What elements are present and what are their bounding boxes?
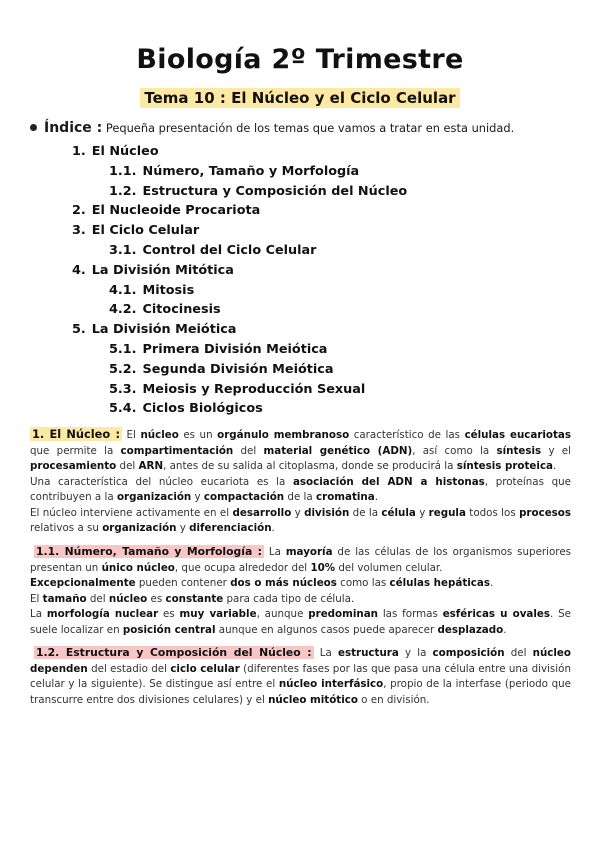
paragraph-text: El núcleo es un orgánulo membranoso característico de las células eucariotas que permite la compartimentación del material genético (ADN), así como la síntesis y el procesamiento del ARN, antes de su salida al citoplasma, donde se producirá la síntesis proteica. — [30, 429, 572, 472]
toc-item-number: 5.1. — [109, 342, 137, 357]
toc-item — [109, 243, 316, 258]
bold-term: núcleo mitótico — [268, 693, 358, 706]
paragraph-text: El tamaño del núcleo es constante para cada tipo de célula. — [30, 592, 355, 605]
subtitle-container — [0, 88, 600, 108]
bold-term: núcleo — [140, 429, 179, 441]
section-heading: 1. El Núcleo : — [32, 427, 120, 441]
bold-term: núcleo — [108, 592, 148, 605]
toc-item — [109, 184, 407, 199]
toc-item-label: La División Meiótica — [91, 322, 237, 338]
toc-item-label: Meiosis y Reproducción Sexual — [142, 381, 366, 397]
bold-term: compactación — [203, 491, 285, 503]
section-paragraph — [30, 576, 571, 592]
bold-term: compartimentación — [120, 444, 234, 457]
toc-item — [72, 263, 234, 278]
bold-term: dos o más núcleos — [230, 577, 337, 589]
bold-term: dependen — [30, 662, 88, 675]
toc-item — [109, 164, 359, 179]
topic-subtitle: Tema 10 : El Núcleo y el Ciclo Celular — [140, 88, 459, 108]
page-title: Biología 2º Trimestre — [136, 44, 464, 75]
toc-item-number: 4.2. — [109, 302, 137, 318]
toc-item — [109, 362, 333, 377]
bold-term: síntesis — [496, 444, 542, 457]
toc-item-number: 1.2. — [109, 183, 137, 199]
toc-item-label: El Nucleoide Procariota — [91, 203, 261, 219]
bold-term: ARN — [138, 460, 164, 472]
bold-term: desarrollo — [232, 506, 292, 519]
toc-item — [72, 223, 199, 238]
bold-term: composición — [432, 647, 505, 659]
section-paragraph — [30, 544, 571, 576]
bold-term: tamaño — [42, 592, 87, 605]
paragraph-text: La estructura y la composición del núcleo dependen del estadio del ciclo celular (diferentes fases por las que pasa una célula entre una división celular y la siguiente). Se distingue así entre el núcleo interfásico, propio de la interfase (periodo que transcurre entre dos divisiones celulares) y el núcleo mitótico o en división. — [30, 647, 572, 706]
bold-term: esféricas u ovales — [442, 608, 551, 620]
bold-term: posición central — [122, 623, 216, 636]
bold-term: único núcleo — [101, 561, 175, 574]
bold-term: mayoría — [285, 546, 333, 558]
toc-item-number: 4. — [72, 262, 86, 278]
section-paragraph — [30, 427, 571, 475]
toc-item-label: El Ciclo Celular — [91, 223, 200, 239]
toc-item-label: El Núcleo — [91, 144, 159, 159]
bold-term: predominan — [308, 608, 378, 620]
toc-item — [109, 342, 327, 357]
bold-term: procesamiento — [30, 460, 117, 472]
section-paragraph — [30, 592, 571, 608]
toc-item-number: 5. — [72, 322, 86, 338]
bold-term: procesos — [519, 506, 572, 519]
toc-item-number: 4.1. — [109, 282, 137, 298]
toc-item — [72, 322, 236, 337]
toc-item — [109, 401, 263, 416]
toc-item-label: Ciclos Biológicos — [142, 401, 263, 417]
paragraph-text: Una característica del núcleo eucariota es la asociación del ADN a histonas, proteínas que contribuyen a la organización y compactación de la cromatina. — [30, 475, 571, 503]
bullet-icon — [30, 124, 37, 131]
bold-term: células hepáticas — [389, 577, 490, 589]
bold-term: Excepcionalmente — [30, 577, 136, 589]
bold-term: núcleo — [532, 647, 571, 659]
section-paragraph — [30, 645, 571, 708]
bold-term: constante — [165, 592, 224, 605]
paragraph-text: El núcleo interviene activamente en el desarrollo y división de la célula y regula todos los procesos relativos a su organización y diferenciación. — [30, 506, 572, 534]
toc-item — [109, 382, 365, 397]
bold-term: estructura — [337, 647, 399, 659]
bold-term: asociación del ADN a histonas — [292, 475, 485, 488]
index-label: Índice : — [44, 120, 103, 136]
toc-item-label: Segunda División Meiótica — [142, 361, 334, 377]
toc-item — [109, 283, 194, 298]
bold-term: células eucariotas — [464, 429, 572, 441]
bold-term: cromatina — [316, 491, 375, 503]
toc-item-number: 1.1. — [109, 163, 137, 179]
paragraph-text: La morfología nuclear es muy variable, aunque predominan las formas esféricas u ovales. Se suele localizar en posición central aunque en algunos casos puede aparecer desplazado. — [30, 608, 571, 636]
bold-term: organización — [116, 491, 192, 503]
section-paragraph — [30, 475, 571, 506]
bold-term: regula — [428, 506, 466, 519]
section-numero-tamano — [30, 544, 571, 638]
toc-item — [109, 302, 221, 317]
section-paragraph — [30, 506, 571, 537]
toc-item-number: 5.4. — [109, 401, 137, 417]
toc-item-number: 2. — [72, 203, 86, 219]
section-heading: 1.1. Número, Tamaño y Morfología : — [36, 545, 262, 558]
toc-item-number: 5.2. — [109, 361, 137, 377]
bold-term: ciclo celular — [170, 662, 240, 675]
bold-term: muy variable — [179, 608, 257, 620]
toc-item-label: La División Mitótica — [91, 262, 234, 278]
toc-item-label: Número, Tamaño y Morfología — [142, 163, 360, 179]
toc-item-number: 1. — [72, 144, 86, 159]
section-heading: 1.2. Estructura y Composición del Núcleo : — [36, 646, 312, 659]
bold-term: 10% — [310, 561, 336, 574]
paragraph-text: La mayoría de las células de los organismos superiores presentan un único núcleo, que ocupa alrededor del 10% del volumen celular. — [30, 546, 572, 574]
bold-term: célula — [381, 506, 416, 519]
section-paragraph — [30, 607, 571, 638]
bold-term: núcleo interfásico — [278, 678, 384, 690]
bold-term: desplazado — [437, 623, 504, 636]
section-estructura — [30, 645, 571, 708]
bold-term: división — [304, 506, 350, 519]
toc-item-label: Citocinesis — [142, 302, 221, 318]
bold-term: diferenciación — [189, 522, 272, 534]
bold-term: síntesis proteica — [456, 460, 553, 472]
section-nucleo — [30, 427, 571, 537]
toc-item-label: Control del Ciclo Celular — [142, 243, 317, 258]
bold-term: morfología nuclear — [46, 608, 159, 620]
paragraph-text: Excepcionalmente pueden contener dos o más núcleos como las células hepáticas. — [30, 577, 494, 589]
bold-term: organización — [102, 522, 177, 534]
toc-item-label: Primera División Meiótica — [142, 342, 328, 357]
index-description: Pequeña presentación de los temas que vamos a tratar en esta unidad. — [105, 121, 515, 135]
toc-item-label: Mitosis — [142, 282, 195, 298]
toc-item-number: 3.1. — [109, 243, 137, 258]
bold-term: material genético (ADN) — [263, 444, 413, 457]
toc-item-number: 5.3. — [109, 381, 137, 397]
toc-item — [72, 144, 159, 159]
bold-term: orgánulo membranoso — [217, 429, 350, 441]
toc-item — [72, 203, 260, 218]
index-line — [30, 120, 590, 136]
toc-item-number: 3. — [72, 223, 86, 239]
toc-item-label: Estructura y Composición del Núcleo — [142, 183, 408, 199]
